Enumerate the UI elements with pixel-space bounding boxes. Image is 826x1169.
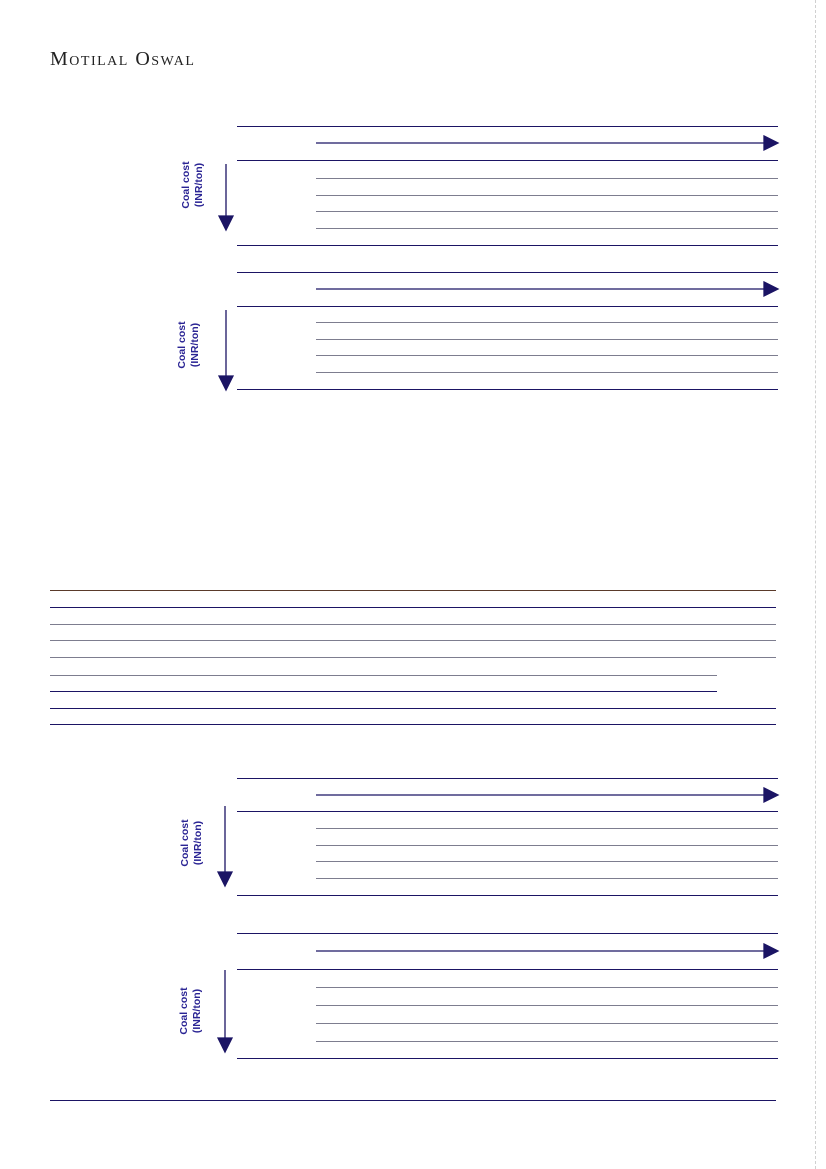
coal-cost-axis-label: Coal cost (INR/ton)	[179, 819, 204, 867]
arrow-right-icon	[764, 944, 778, 958]
arrow-down-icon	[219, 376, 233, 390]
coal-cost-axis-label: Coal cost (INR/ton)	[178, 987, 203, 1035]
arrow-right-icon	[764, 136, 778, 150]
arrow-right-icon	[764, 282, 778, 296]
arrow-right-icon	[764, 788, 778, 802]
arrow-down-icon	[219, 216, 233, 230]
arrow-down-icon	[218, 1038, 232, 1052]
coal-cost-axis-label: Coal cost (INR/ton)	[180, 161, 205, 209]
brand-logo-text: Motilal Oswal	[50, 48, 196, 70]
arrow-down-icon	[218, 872, 232, 886]
coal-cost-axis-label: Coal cost (INR/ton)	[176, 321, 201, 369]
